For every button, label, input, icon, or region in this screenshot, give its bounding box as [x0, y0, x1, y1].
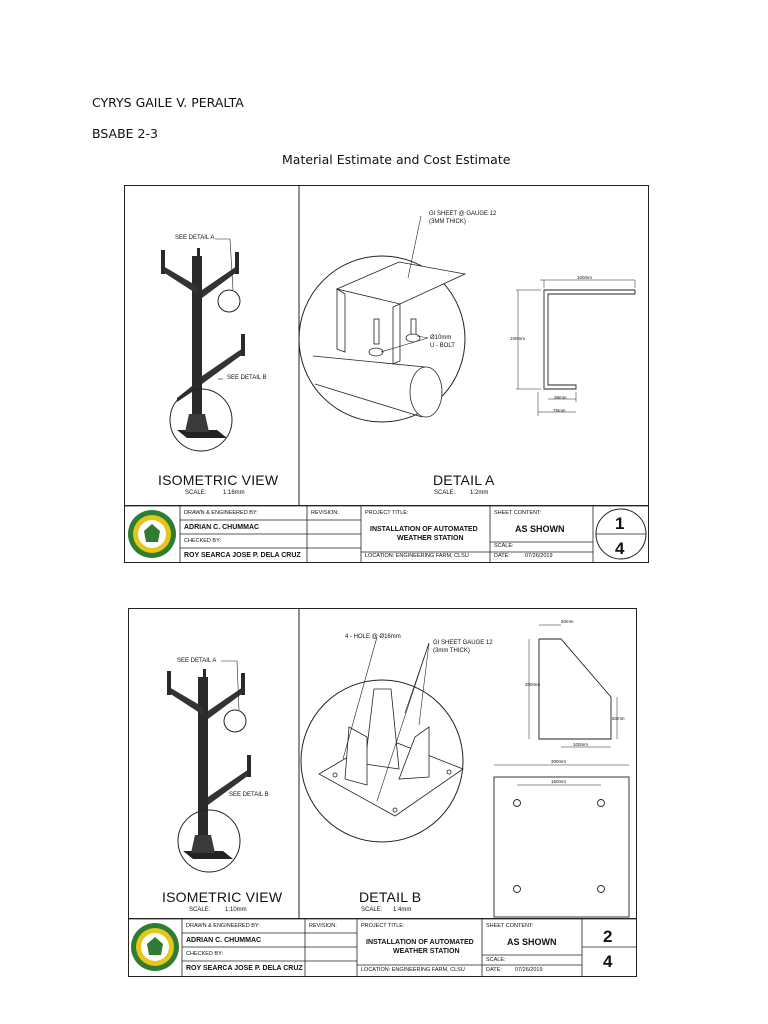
drawing-sheet-2 [128, 608, 637, 977]
channel-profile [516, 280, 635, 416]
detail-a-callout-circle [218, 290, 240, 312]
checked-by-name: ROY SEARCA JOSE P. DELA CRUZ [184, 552, 301, 559]
date-label-2: DATE: [486, 967, 502, 973]
revision-label-2: REVISION: [309, 923, 337, 929]
isometric-view-title-2: ISOMETRIC VIEW [162, 889, 283, 905]
sheet-content-label-2: SHEET CONTENT: [486, 923, 534, 929]
gi-thick-label-2: (3mm THICK) [433, 648, 470, 654]
gi-sheet-label-2: GI SHEET GAUGE 12 [433, 640, 493, 646]
base-plate-drawing [319, 689, 463, 816]
project-title-label-2: PROJECT TITLE: [361, 923, 405, 929]
location-label-2: LOCATION: ENGINEERING FARM, CLSU [361, 967, 465, 973]
hole-label: 4 - HOLE @ Ø16mm [345, 634, 401, 640]
isometric-view-title: ISOMETRIC VIEW [158, 472, 279, 488]
detail-a-title: DETAIL A [433, 472, 495, 488]
author-name: CYRYS GAILE V. PERALTA [92, 95, 244, 110]
project-title-line1-2: INSTALLATION OF AUTOMATED [366, 939, 474, 946]
detail-scale-label: SCALE: [434, 490, 456, 496]
dim-plate-label: 300mm [551, 759, 567, 764]
sheet-total: 4 [615, 539, 625, 558]
dim-bottom-label-2: 100mm [573, 742, 589, 747]
sheet-number: 1 [615, 514, 625, 533]
date-value-2: 07/26/2019 [515, 967, 543, 973]
checked-by-label-2: CHECKED BY: [186, 951, 223, 957]
dim-height-label: 200mm [525, 682, 541, 687]
gusset-profile [529, 625, 617, 747]
gi-sheet-label: GI SHEET @ GAUGE 12 [429, 211, 497, 217]
base-plate-profile [494, 765, 629, 917]
see-detail-a-label: SEE DETAIL A [175, 235, 215, 241]
checked-by-label: CHECKED BY: [184, 538, 221, 544]
scale-label: SCALE: [494, 543, 514, 549]
sheet-total-2: 4 [603, 952, 613, 971]
section-label: BSABE 2-3 [92, 126, 158, 141]
scale-label-2: SCALE: [486, 957, 506, 963]
dim-side-label: 100mm [510, 336, 526, 341]
see-detail-b-label: SEE DETAIL B [227, 375, 267, 381]
dim-top-label-2: 50mm [561, 619, 574, 624]
detail-scale-value-2: 1:4mm [393, 907, 412, 913]
see-detail-a-label-2: SEE DETAIL A [177, 658, 217, 664]
dim-holes-label: 150mm [551, 779, 567, 784]
project-title-label: PROJECT TITLE: [365, 510, 409, 516]
sheet-content-value: AS SHOWN [515, 524, 565, 534]
dim-inner-label: 38mm [554, 395, 567, 400]
document-title: Material Estimate and Cost Estimate [282, 152, 511, 167]
iso-scale-label-2: SCALE: [189, 907, 211, 913]
iso-scale-value-2: 1:10mm [225, 907, 247, 913]
drawn-by-name-2: ADRIAN C. CHUMMAC [186, 937, 262, 944]
project-title-line1: INSTALLATION OF AUTOMATED [370, 526, 478, 533]
gi-thick-label: (3MM THICK) [429, 219, 466, 225]
detail-b-title: DETAIL B [359, 889, 422, 905]
drawn-by-label: DRAWN & ENGINEERED BY: [184, 510, 258, 516]
drawn-by-name: ADRIAN C. CHUMMAC [184, 524, 260, 531]
date-label: DATE: [494, 553, 510, 559]
ubolt-dia-label: Ø10mm [430, 335, 452, 341]
detail-scale-label-2: SCALE: [361, 907, 383, 913]
drawing-sheet-1 [124, 185, 649, 563]
dim-small-label: 50mm [612, 716, 625, 721]
dim-bottom-label: 75mm [553, 408, 566, 413]
checked-by-name-2: ROY SEARCA JOSE P. DELA CRUZ [186, 965, 303, 972]
project-title-line2-2: WEATHER STATION [393, 948, 460, 955]
sheet-content-value-2: AS SHOWN [507, 937, 557, 947]
date-value: 07/26/2019 [525, 553, 553, 559]
sheet-number-2: 2 [603, 927, 613, 946]
location-label: LOCATION: ENGINEERING FARM, CLSU [365, 553, 469, 559]
sheet-content-label: SHEET CONTENT: [494, 510, 542, 516]
dim-top-label: 100mm [577, 275, 593, 280]
title-block-2 [129, 918, 636, 976]
revision-label: REVISION: [311, 510, 339, 516]
project-title-line2: WEATHER STATION [397, 535, 464, 542]
iso-scale-label: SCALE: [185, 490, 207, 496]
iso-scale-value: 1:16mm [223, 490, 245, 496]
detail-scale-value: 1:2mm [470, 490, 489, 496]
see-detail-b-label-2: SEE DETAIL B [229, 792, 269, 798]
title-block [125, 505, 648, 562]
ubolt-label: U - BOLT [430, 343, 455, 349]
drawn-by-label-2: DRAWN & ENGINEERED BY: [186, 923, 260, 929]
